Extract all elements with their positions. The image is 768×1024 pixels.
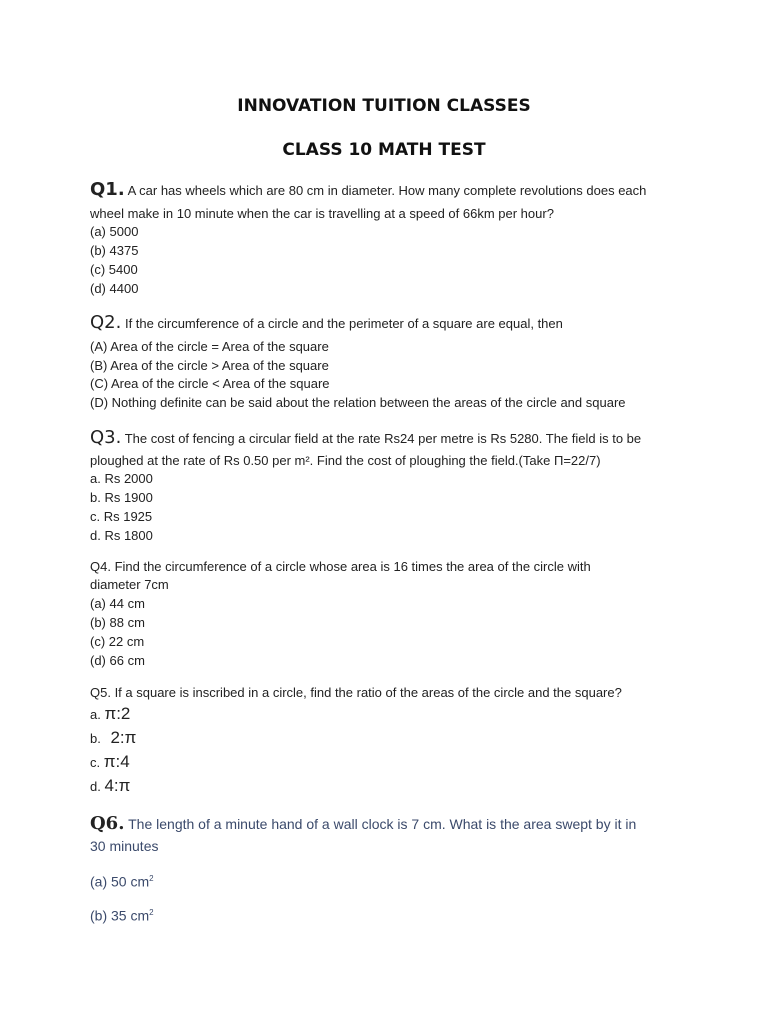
question-4-option-d: (d) 66 cm bbox=[90, 653, 145, 668]
question-6-text-line2: 30 minutes bbox=[90, 838, 159, 854]
question-5-option-c-value: π:4 bbox=[103, 752, 130, 771]
question-1-text-line2: wheel make in 10 minute when the car is travelling at a speed of 66km per hour? bbox=[90, 206, 554, 221]
question-3-option-d: d. Rs 1800 bbox=[90, 528, 153, 543]
question-5-option-c-prefix: c. bbox=[90, 755, 101, 770]
question-5-option-a bbox=[90, 704, 130, 724]
question-3-option-a: a. Rs 2000 bbox=[90, 471, 153, 486]
question-5-option-a-value: π:2 bbox=[104, 704, 131, 723]
question-3-option-c: c. Rs 1925 bbox=[90, 509, 153, 524]
question-1-option-a: (a) 5000 bbox=[90, 224, 139, 239]
question-1-text: A car has wheels which are 80 cm in diameter. How many complete revolutions does each bbox=[127, 183, 647, 198]
question-6 bbox=[90, 814, 636, 834]
question-6-label: Q6. bbox=[90, 813, 125, 834]
question-2 bbox=[90, 313, 563, 333]
question-4-text: Q4. Find the circumference of a circle whose area is 16 times the area of the circle with bbox=[90, 559, 591, 574]
question-5-option-b-value: 2:π bbox=[110, 728, 137, 747]
question-5-option-c bbox=[90, 752, 130, 772]
question-1-label: Q1. bbox=[90, 179, 125, 200]
school-title: INNOVATION TUITION CLASSES bbox=[237, 96, 531, 116]
question-5-text: Q5. If a square is inscribed in a circle, find the ratio of the areas of the circle and the square? bbox=[90, 685, 622, 700]
question-2-option-d: (D) Nothing definite can be said about the relation between the areas of the circle and square bbox=[90, 395, 626, 410]
question-1-option-c: (c) 5400 bbox=[90, 262, 138, 277]
question-6-option-b bbox=[90, 903, 154, 926]
question-2-option-a: (A) Area of the circle = Area of the square bbox=[90, 339, 329, 354]
question-5-option-d-prefix: d. bbox=[90, 779, 101, 794]
question-2-option-c: (C) Area of the circle < Area of the square bbox=[90, 376, 330, 391]
question-1-option-d: (d) 4400 bbox=[90, 281, 139, 296]
question-4-option-a: (a) 44 cm bbox=[90, 596, 145, 611]
question-5-option-b bbox=[90, 728, 136, 748]
test-title: CLASS 10 MATH TEST bbox=[282, 140, 486, 160]
question-5-option-d-value: 4:π bbox=[104, 776, 131, 795]
question-4-option-c: (c) 22 cm bbox=[90, 634, 145, 649]
question-6-option-a bbox=[90, 869, 154, 892]
question-2-label: Q2. bbox=[90, 312, 122, 333]
question-2-option-b: (B) Area of the circle > Area of the square bbox=[90, 358, 329, 373]
question-5-option-b-prefix: b. bbox=[90, 731, 101, 746]
question-3-option-b: b. Rs 1900 bbox=[90, 490, 153, 505]
question-6-option-b-text: (b) 35 cm bbox=[90, 907, 150, 924]
question-1-option-b: (b) 4375 bbox=[90, 243, 139, 258]
question-3-text-line2: ploughed at the rate of Rs 0.50 per m². Find the cost of ploughing the field.(Take Π=22/7) bbox=[90, 453, 601, 468]
question-4-option-b: (b) 88 cm bbox=[90, 615, 145, 630]
question-5-option-a-prefix: a. bbox=[90, 707, 101, 722]
question-6-option-b-sup: 2 bbox=[149, 908, 154, 917]
question-2-text: If the circumference of a circle and the perimeter of a square are equal, then bbox=[124, 316, 563, 331]
question-3-label: Q3. bbox=[90, 427, 122, 448]
question-1 bbox=[90, 180, 646, 200]
question-6-option-a-text: (a) 50 cm bbox=[90, 873, 150, 890]
question-6-option-a-sup: 2 bbox=[149, 874, 154, 883]
question-6-text: The length of a minute hand of a wall clock is 7 cm. What is the area swept by it in bbox=[128, 816, 637, 832]
question-5-option-d bbox=[90, 776, 130, 796]
question-3 bbox=[90, 428, 641, 448]
question-3-text: The cost of fencing a circular field at the rate Rs24 per metre is Rs 5280. The field is to be bbox=[124, 431, 642, 446]
question-4-text-line2: diameter 7cm bbox=[90, 577, 169, 592]
